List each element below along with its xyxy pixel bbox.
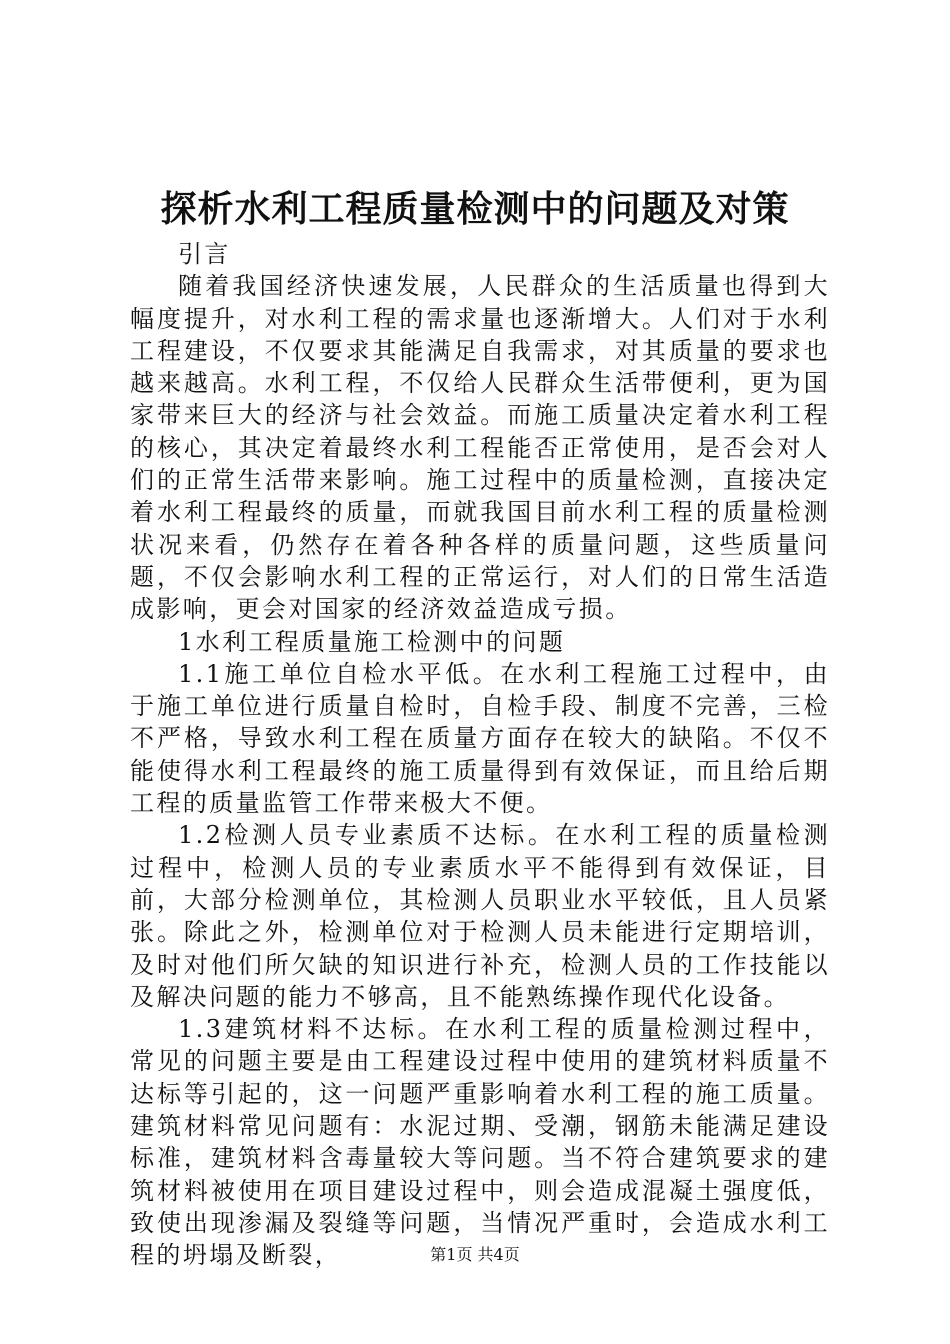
- paragraph-intro-heading: 引言: [178, 240, 231, 268]
- section-heading-1: 1水利工程质量施工检测中的问题: [178, 627, 566, 656]
- document-title: 探析水利工程质量检测中的问题及对策: [160, 188, 790, 230]
- paragraph-1-2: 1.2检测人员专业素质不达标。在水利工程的质量检测过程中，检测人员的专业素质水平不能得到有效保证，目前，大部分检测单位，其检测人员职业水平较低，且人员紧张。除此之外，检测单位对于检测人员未能进行定期培训，及时对他们所欠缺的知识进行补充，检测人员的工作技能以及解决问题的能力不够高，且不能熟练操作现代化设备。: [130, 821, 830, 1011]
- paragraph-intro: 随着我国经济快速发展，人民群众的生活质量也得到大幅度提升，对水利工程的需求量也逐渐增大。人们对于水利工程建设，不仅要求其能满足自我需求，对其质量的要求也越来越高。水利工程，不仅给人民群众生活带便利，更为国家带来巨大的经济与社会效益。而施工质量决定着水利工程的核心，其决定着最终水利工程能否正常使用，是否会对人们的正常生活带来影响。施工过程中的质量检测，直接决定着水利工程最终的质量，而就我国目前水利工程的质量检测状况来看，仍然存在着各种各样的质量问题，这些质量问题，不仅会影响水利工程的正常运行，对人们的日常生活造成影响，更会对国家的经济效益造成亏损。: [130, 272, 830, 624]
- document-body: [130, 238, 830, 1272]
- page-number-footer: 第1页 共4页: [430, 1245, 520, 1264]
- paragraph-1-1: 1.1施工单位自检水平低。在水利工程施工过程中，由于施工单位进行质量自检时，自检手段、制度不完善，三检不严格，导致水利工程在质量方面存在较大的缺陷。不仅不能使得水利工程最终的施工质量得到有效保证，而且给后期工程的质量监管工作带来极大不便。: [130, 659, 830, 818]
- paragraph-1-3: 1.3建筑材料不达标。在水利工程的质量检测过程中，常见的问题主要是由工程建设过程中使用的建筑材料质量不达标等引起的，这一问题严重影响着水利工程的施工质量。建筑材料常见问题有：水泥过期、受潮，钢筋未能满足建设标准，建筑材料含毒量较大等问题。当不符合建筑要求的建筑材料被使用在项目建设过程中，则会造成混凝土强度低，致使出现渗漏及裂缝等问题，当情况严重时，会造成水利工程的坍塌及断裂，: [130, 1015, 830, 1270]
